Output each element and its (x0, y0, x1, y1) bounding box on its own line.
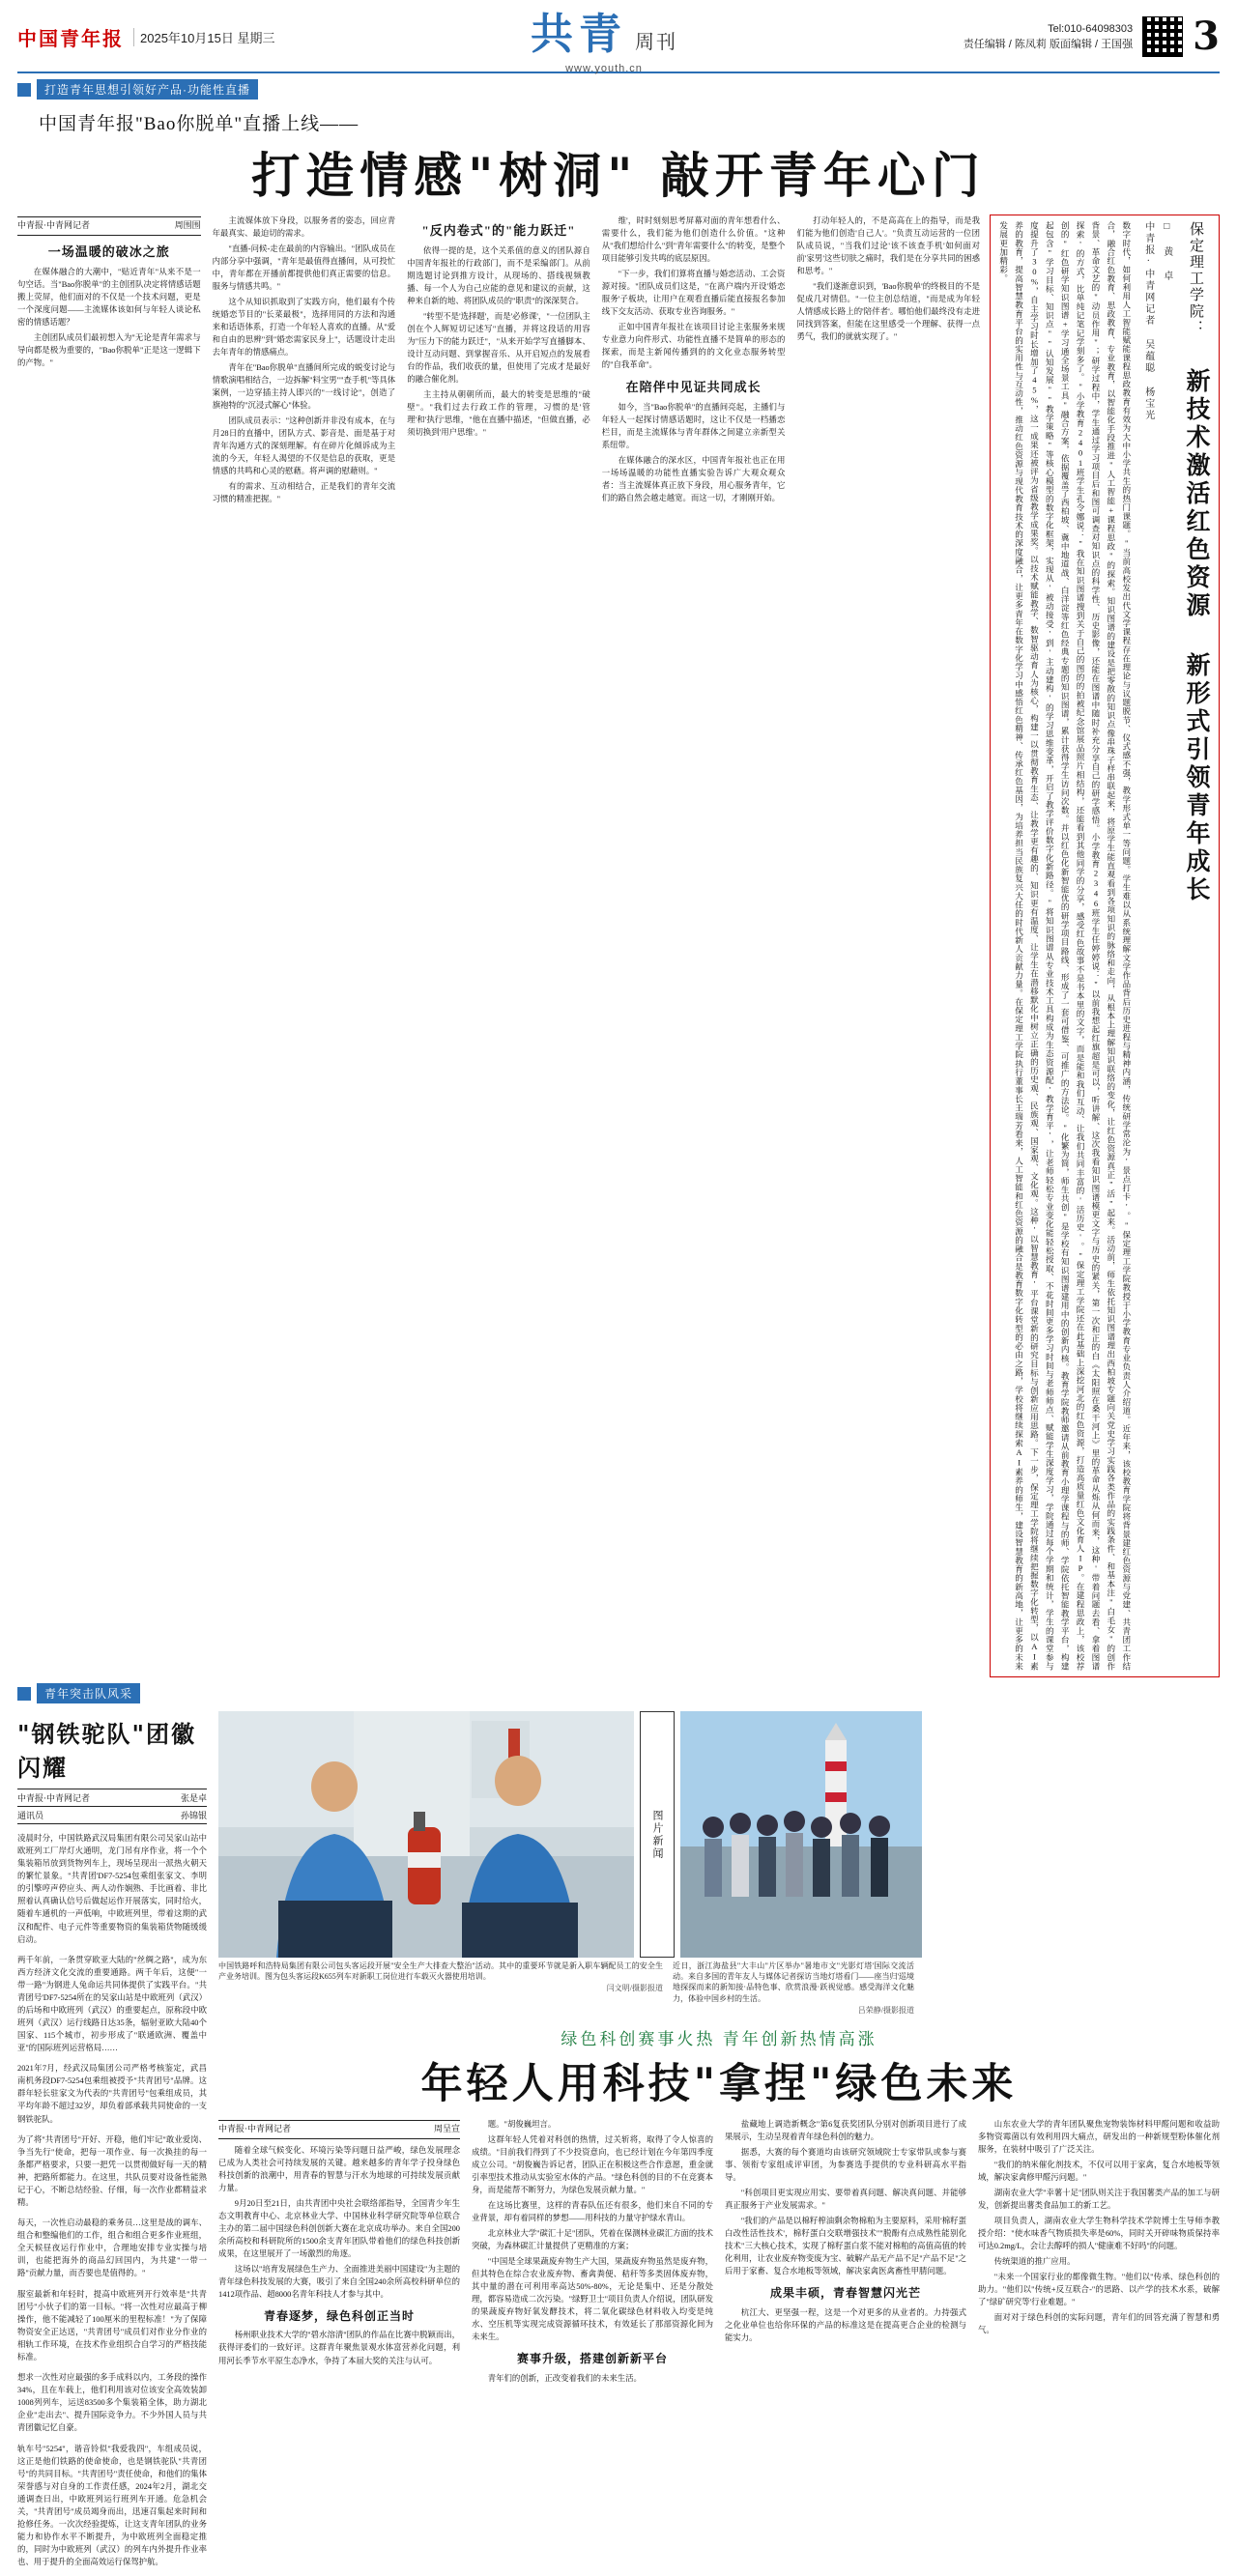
paragraph: 两千年前，一条贯穿欧亚大陆的"丝绸之路"，成为东西方经济文化交流的重要通路。两千年后，这便"一带一路"为钢进人兔命运共同体提供了实践平台。"共青团号'DF7-5254所在的吴家山站是中欧班列（武汉）的后场和中欧班列（武汉）的重要起点，原称段中欧班列（武汉）运行线路日达35条，辐射亚欧大陆40个国家、115个城市，初步形成了"联通欧洲、覆盖中亚"的国际班列运营格局…… (17, 1955, 207, 2053)
paragraph: 为了将"共青团号"开好、开稳，他们牢记"敢业爱岗、争当先行"使命，把每一项作业、每一次换挂的每一条都严格要求，只要一把凭一以贯彻做好每一天的精神，把路所都能力。在这里，共队员要对设备性能熟记于心，不断总结经验、仔细，每一次作业都精益求精。 (17, 2134, 207, 2207)
paragraph: 有的需求、互动相结合，正是我们的青年交流习惯的精准把握。" (212, 482, 396, 504)
paragraph: "我们的纳米催化剂技术，不仅可以用于家禽，复合水地板等领域，解决家禽修甲醛污问题。" (978, 2160, 1220, 2182)
article-headline: 打造情感"树洞" 敲开青年心门 (251, 147, 986, 204)
featured-sidebar-article (990, 215, 1220, 1677)
paragraph: 凌晨时分，中国铁路武汉局集团有限公司吴家山站中欧班列工厂岸灯火通明，龙门吊有序作业，将一个个集装箱吊放到货物列车上，现场呈现出一派热火朝天的繁忙景象。"共青团'DF7-5254包乘组张家文、李明的引擎哼声停应头、两人动作娴熟、手比画着、非比照着认真确认信号后做起运作开展落实，同时给火，随着车通机的一声低响，中欧班列里，带着这期的武汉和配件、电子元件等重要物资的集装箱货物随缓缓启动。 (17, 1834, 207, 1944)
subheading-1: 一场温暖的破冰之旅 (47, 243, 170, 259)
sidebar-headline-main: 新技术激活红色资源 新形式引领青年成长 (1183, 368, 1211, 904)
paragraph: "我们遂渐意识到，'Bao你脱单'的终极目的不是促成几对情侣。"一位主创总结道，"而是成为年轻人情感成长路上的'陪伴者'。哪怕他们最终没有走进同找到答案，但能在这里感受一个理解、获得一点勇气，我们的就就实现了。" (796, 282, 980, 342)
paragraph: 湖南农业大学"幸薯十足"团队则关注于我国薯类产品的加工与研发，创新提出薯类食品加工的新工艺。 (978, 2188, 1220, 2210)
paragraph: 山东农业大学的青年团队聚焦宠物装饰材料甲醛问题和收益助多物资霉菌以有效利用四大痛点，研发出的一种新规型粉体催化剂服务，在装材中吸引了广泛关注。 (978, 2119, 1220, 2154)
paragraph: 据悉，大赛的每个赛道均由该研究领域院士专家带队或参与赛事、领衔专家组成评审团，为参赛选手提供的专业科研高水平指导。 (725, 2147, 966, 2182)
masthead-center (307, 0, 901, 74)
green-column-4 (978, 2118, 1220, 2388)
publication-date: 2025年10月15日 星期三 (133, 28, 274, 46)
green-column-3 (725, 2118, 966, 2388)
byline-author: 张是卓 (180, 1793, 207, 1803)
green-column-1 (218, 2118, 460, 2388)
article-columns (17, 215, 980, 1677)
photo-lighthouse-exchange (680, 1711, 922, 1958)
masthead (0, 0, 1237, 72)
article-column-5 (796, 215, 980, 1677)
photo-news-block (218, 1711, 1220, 2576)
paragraph: 青年们的创新，正改变着我们的未来生活。 (487, 2373, 642, 2383)
photo-news-tag: 图片新闻 (640, 1711, 675, 1958)
steel-caravan-article (17, 1711, 207, 2576)
sidebar-body: 数字时代，如何利用人工智能赋能课程思政教育有效为大中小学共生的热门课题。"当前高校发出代文学课程存在理论与议题脱节、仪式感不强，教学形式单一等问题。学生难以从系统理解文学作品背后历史进程与精神内涵，传统研学常沦为'景点打卡'。"保定理工学院教授于小学教育专业负责人介绍道。近年来，该校教育学院将背景建红色资源与党建、共青团工作结合，融合红色教育、思政教育、专业教育，以智能化手段推进"人工智能+课程思政"的探索。知识图谱的建设是把零散的知识点像串珠子样串联起来，将原学生能直观看到各项知识的脉络和走向，从根本上理解知识联络的变化，让红色资源真正"活"起来。活动前，师生依托知识图谱理出西柏坡专题向关党史学习实践各类作品的实践条件、和基本注"白毛女"的创作背景、革命文艺的"动员作用"；研学过程中，学生通过学习项目后和图可调查对知识点的科学性、历史影像，还能在图谱中随时补充分享自己的研学感悟。小学教育2346班学生任婷婷说："以前我想起红旗超是可以，听讲解、这次我看知识图谱模更文字与历史的紧关，第一次和正的白《太阳照在桑干河上》里的革命从烁从何而来，这种'带着问题去看、拿着图谱探索'的方式，比单纯记笔记学刻多了。"小学教育2401班学生孔令娜说："我在知识图谱搜到关于自己的图的的拍被纪念馆展品照片相结构，还能看到其他同学的分享，感受红色故事不是书本里的文字，而是能和我们互动、让我们共同丰富的'活历史'。"保定理工学院还在此基础上深挖河北的红色资源，打造高质量红色文化育人IP。在建程思政上，该校荐创的"红色研学知识图谱+学习通全场景工具"融合方案，依据覆盖了西柏坡、冀中地道战、白洋淀等红色经典专题的知识图谱，累计获得学生访问次数。并以红色化新智能优的研学项目路线、形成了一套可借鉴、可推广的方法论。"化繁为简，师生共创"是学校有知识图谱建用中的创新内核。教育学院教师邀请从前教育小理学课程与的师、学院依托智能教学平台，构建起包含"学习目标、知识点""认知发展""教学策略"等核心模型的数字化框架，实现从'被动接受'到'主动建构'的学习思维变革，开启了教学评价数字化新路径。"将知识图谱从专业技术工具构成为生态资源配'教学育平'，让老师轻松专业变化能轻松授取、不花时间更多学习时间与老师师点、赋能学生深度学习，学院通过每个学期和统计，学生的课堂参与度提升了30%，自主学习时长增加了45%，这一成果还被评为省级教学成果奖。以技术赋能教学、数智驱动育人为核心，构建一以贯彻教育生态、让教学更有趣的、知识更有温度、让学生在潜移默化中树立正确的历史观、民族观、国家观、文化观。这种'以智慧教育'平台课堂新的研究目标与创新应用思路。下一步，保定理工学院将继续把握数字化转型，以AI素养的教育，提高智慧教育平台的实用性与互动性，推动红色资源与现代教育技术的深度融合，让更多青年在数字化学习中感悟红色精神、传承红色基因，为培养担当民族复兴大任的时代新人贡献力量。在保定理工学院执行董事长王瑞芳看来，人工智能和红色资源的融合是教育数字化转型的必由之路，学校将继续探索AI素养的师生，建设智慧教育的新高地，让更多的未来发展更加精彩。 (998, 221, 1132, 1671)
middle-area (0, 1711, 1237, 2576)
page-number: 3 (1193, 14, 1220, 59)
paragraph: 服室最新和年轻时，提高中欧班列开行效率是"共青团号"小伙子们的第一目标。"将一次性对应最高于柳操作，他不能减轻了100厘米的里程标准！"为了保障物资安全正达送，"共青团号"成员们对作业分作业的相轨工作环境，在技术作业组织合自学习的严格技能标准。 (17, 2289, 207, 2361)
paragraph: 盐藏地上调造新概念"第6复获奖团队分别对创新项目进行了成果展示，生动呈现着青年绿色科创的魅力。 (725, 2119, 966, 2141)
paragraph: 主流媒体放下身段，以服务者的姿态，回应青年最真实、最迫切的需求。 (212, 216, 396, 239)
photo-caption-2: 近日，浙江海盐县"大丰山"片区举办"暑地市文"光影灯塔'国际交流活动。来自多国的青年友人与媒体记者探访当地灯塔看门——座当归'巡境地探探而来的新知接·品特色事、欣赏浪漫·跃视觉感。感受海洋文化魅力，体验中国乡村的生活。 (673, 1961, 914, 2003)
green-article-columns (218, 2118, 1220, 2388)
paragraph: "下一步，我们们算将直播与婚恋活动、工会资源对接。"团队成员们这是，"在离户端内开设'婚恋服务'子板块，让用户在观看直播后能直接报名参加线下交友活动、获取专业咨询服务。" (601, 270, 786, 317)
supplement-title: 共青 (531, 10, 627, 59)
paragraph: "中国是全球果蔬废弃物生产大国，果蔬废弃物虽然是废弃物，但其特色在综合农业废弃物、畜禽粪便、秸秆等多类固体废弃物，其中量的潜在可利用率高达50%-80%，无论是集中、还是分散处理，都容易造成二次污染。"绿野卫士"项目负责人介绍说，团队研发的果蔬废弃物好氧发酵技术，将二氧化碳绿色材料收入均变是纯水、空压机等实现完成资源循环技术，有效延长了那部资源化间为未来生。 (472, 2256, 713, 2341)
supplement-subtitle: 周刊 (635, 32, 677, 53)
green-subheading-2: 赛事升级，搭建创新新平台 (516, 2352, 668, 2366)
paragraph: 随着全球气候变化、环境污染等问题日益严峻，绿色发展理念已成为人类社会可持续发展的关键。越来越多的青年学子投身绿色科技创新的浪潮中，用青春的智慧与汗水为地球的可持续发展贡献力量。 (218, 2145, 460, 2192)
green-subheading-1: 青春逐梦，绿色科创正当时 (263, 2308, 415, 2323)
sidebar-byline-2: 中青报·中青网记者 吴蕴聪 杨宝光 (1142, 221, 1154, 421)
paragraph: "直播-问候-走在最前的内容输出。"团队成员在内部分享中强调，"青年是最值得直播间，从可投忙中，青年都在开播前都提供他们真正需要的信息。服务与情感共鸣。" (212, 244, 396, 292)
paragraph: 这群年轻人凭着对科创的热情，过关斩将，取得了令人惊喜的成绩。"目前我们得到了不少投资意向，也已经计划在今年第四季度成立公司。"胡俊巍告诉记者，团队正在积极这些合作意愿，重金就引率型技术推动从实验室水体的产品。"绿色科创的目的不在竞赛本身，而是能帮不断努力，为绿色发展贡献力量。" (472, 2134, 713, 2194)
paragraph: 主创团队成员们最初想入为"无论是青年需求与导向都是极为重要的，"Bao你脱单"正是这一逻辑下的产物。" (17, 333, 201, 368)
byline-role-2: 通讯员 (17, 1811, 44, 1820)
top-area (0, 215, 1237, 1677)
section-tag-label-1: 打造青年思想引领好产品·功能性直播 (37, 79, 258, 100)
byline-secondary (17, 1807, 207, 1824)
paragraph: 传统渠道的推广应用。 (993, 2256, 1076, 2266)
byline-role: 中青报·中青网记者 (17, 1793, 90, 1803)
paragraph: 正如中国青年报社在该项目讨论主张服务来规专业意力向件形式、功能性直播不是简单的形态的探索，而是主新闻传播到的的文化业态服务转型的"自我革命"。 (601, 323, 786, 370)
paragraph: 维'，时时刻刻思考屏幕对面的青年想看什么、需要什么，我们能为他们创造什么价值。"这种从"我们想给什么"到"青年需要什么"的转变，是整个项目能够引发共鸣的底层原因。 (601, 216, 786, 264)
byline-author: 周呈宣 (433, 2123, 460, 2133)
article-kicker: 中国青年报"Bao你脱单"直播上线—— (39, 114, 360, 134)
paragraph: 主主持从朝朝所而，最大的转变是思维的"破壁"。"我们过去行政工作的管理，习惯的是'管理'和'执行'思维，"他在直播中描述，"但做直播，必须切换到'用户思维'。" (407, 390, 590, 438)
section-tag-1 (17, 79, 258, 100)
paragraph: 这场以"培育发展绿色生产力、全面推进美丽中国建设"为主题的青年绿色科技发展的大赛，吸引了来自全国240余所高校科研单位的1412项作品、超8000名青年科技人才参与其中。 (218, 2264, 460, 2299)
paragraph: 2021年7月，经武汉局集团公司严格考核鉴定，武昌南机务段DF7-5254包乘组被授予"共青团号"品牌。这群年轻长驻家文为代表的"共青团号"包乘组成员，其平均年龄不超过32岁，却负着部承载共同使命的一支钢铁驼队。 (17, 2064, 207, 2124)
paragraph: "转型不是'选择题'，而是'必修课'，"一位团队主创在个人辉短切记述写"直播，并将这段话的用容为"压力下的能力跃迁"，"从来开始学写直播脚本、设计互动问题、到掌握音乐、从开启短点的发展看台的作品，我们收获的量，但使用了完成才是最好的融合催化剂。 (407, 312, 590, 385)
paragraph: 在这场比赛里，这样的青春队伍还有很多，他们来自不同的专业背景，却有着同样的梦想——用科技的力量守护绿水青山。 (472, 2200, 713, 2222)
square-marker-icon (17, 83, 31, 97)
subheading-2: "反内卷式"的"能力跃迁" (421, 223, 576, 238)
byline (218, 2120, 460, 2139)
sidebar-byline (1139, 221, 1176, 1671)
article-column-1 (17, 215, 201, 1677)
byline-role: 中青报·中青网记者 (218, 2123, 291, 2133)
green-subheading-3: 成果丰硕，青春智慧闪光芒 (769, 2285, 921, 2300)
photo-credit-1: 闫文明/摄影报道 (606, 1984, 663, 1993)
photo-credit-2: 吕荣静/摄影报道 (857, 2005, 914, 2015)
steel-caravan-title: "钢铁驼队"团徽闪耀 (17, 1720, 197, 1782)
photo-fire-extinguisher-training (218, 1711, 634, 1958)
green-column-2 (472, 2118, 713, 2388)
article-column-2 (213, 215, 396, 1677)
paragraph: 团队成员表示："这种创新并非没有成本，在与月28日的直播中，团队方式、影音是、面是基于对青年沟通方式的深刻理解。有在碎片化倾诉成为主流的今天，年轻人渴望的不仅是信息的获取，更是情感的共鸣和心灵的慰藉。将声调的慰藉则。" (212, 416, 396, 476)
paragraph: 题。"胡俊巍坦言。 (487, 2119, 557, 2129)
qr-code-icon (1142, 16, 1183, 57)
subheading-3: 在陪伴中见证共同成长 (625, 380, 762, 395)
paragraph: 9月20日至21日，由共青团中央社会联络部指导，全国青少年生态文明教育中心、北京林业大学、中国林业科学研究院等单位联合主办的第二届中国绿色科创创新大赛在北京成功举办。来自全国200余所高校和科研院所的1500余支青年团队带着他们的绿色科技创新成果，在这里展开了一场激烈的角逐。 (218, 2198, 460, 2258)
section-tag-2 (17, 1683, 140, 1703)
contact-phone: Tel:010-64098303 (1048, 22, 1134, 35)
byline (17, 1789, 207, 1807)
lead-block (0, 109, 1237, 207)
square-marker-icon (17, 1687, 31, 1701)
byline-role: 中青报·中青网记者 (17, 220, 90, 230)
green-article-kicker: 绿色科创赛事火热 青年创新热情高涨 (561, 2029, 877, 2048)
paragraph: 轨车号"5254"，谐音铃似"我爱我四"，车组成员说，这正是他们铁路的使命使命，也是钢铁驼队"共青团号"的共同目标。"共青团号"责任使命，和他们的集体荣誉感与对自身的工作责任感，2024年2月，湖北交通调查日出，中欧班列运行班列车开通。危急机会关，"共青团号"成员竭身而出，迅速召集起来时间和抢修任务。一次次经验提炼，让这支青年团队的业务能力和协作水平不断提升，为中欧班列全面稳定推的，同时为中欧班列（武汉）的列车内外提升作业率也、用于提升的全面高效运行保驾护航。 (17, 2444, 207, 2566)
byline-author: 周围围 (174, 220, 201, 230)
paragraph: 这个从知识抓取到了实践方向，他们最有个传统婚恋节目的"长菜最极"，选择用同的方法和沟通来和话语体系，打造一个年轻人喜欢的直播。从"爱和自由的思辨"到"婚恋需家民身上"，话题设计走出去年青年的情感痛点。 (212, 298, 396, 358)
paragraph: "未来一个国家行业的都像微生物。"他们以"传承、绿色科创的助力。"他们以"传统+反互联合-"的思路、以产学的技术水系，破解了"绿矿研究等'行业难题。" (978, 2272, 1220, 2306)
article-column-4 (602, 215, 786, 1677)
photo-caption-1: 中国铁路呼和浩特局集团有限公司包头客运段开展"安全生产大排查大整治"活动。其中的重要环节就是新入职车辆配员工的安全生产业务培训。图为包头客运段K655列车对新职工岗位进行车载灭火器使用培训。 (218, 1961, 663, 1982)
section-tag-label-2: 青年突击队风采 (37, 1683, 140, 1703)
paragraph: 依得一提的是，这个关系值的意义的团队源自中国青年报社的行政部门，而不是采编部门。从前期选题讨论到推方设计，从现场的、搭线视频教播、每一个人为自己应能的意见和建议的贡献，这种来自新的地、将团队成员的"职责"的深深契合。 (407, 246, 590, 306)
paragraph: 杨州职业技术大学的"碧水溶清"团队的作品在比赛中脱颖而出，获得评委们的一致好评。这群青年聚焦景观水体富营养化问题，利用河长季节水平原生态净水，争持了本届大奖的关注与认可。 (218, 2331, 460, 2365)
paragraph: 北京林业大学"碳汇十足"团队，凭着在保测林业碳汇方面的技术突破，为森林碳汇计量提供了更精准的方案； (472, 2228, 713, 2250)
paragraph: 面对对于绿色科创的实际问题，青年们的回答充满了智慧和勇气。 (978, 2312, 1220, 2334)
byline-author-2: 孙锦银 (180, 1811, 207, 1820)
paragraph: 如今，当"Bao你脱单"的直播间亮起，主播们与年轻人一起探讨情感话题时，这让不仅是一档播恋栏目，而是主流媒体与青年群体之间建立亲新型关系纽带。 (601, 403, 786, 450)
website-url: www.youth.cn (565, 63, 643, 74)
paragraph: "科创项目更实现应用实、要带着真问题、解决真问题、并能够真正服务于产业发展需求。" (725, 2188, 966, 2210)
article-column-3 (407, 215, 590, 1677)
green-article-headline: 年轻人用科技"拿捏"绿色未来 (420, 2059, 1018, 2108)
paragraph: 在媒体融合的深水区，中国青年报社也正在用一场场温暖的功能性直播实验告诉广大观众观众者：当主流媒体真正放下身段，用心服务青年，它们的路自然会越走越宽。而这一切，才刚刚开始。 (601, 456, 786, 503)
masthead-right (901, 16, 1220, 57)
sidebar-byline-1: □ 黄 卓 (1161, 221, 1172, 282)
paragraph: 打动年轻人的，不是高高在上的指导，而是我们能为他们创造'自己人'。"负责互动运营的一位团队成员说，"当我们过论'该不该查手机'如何面对前'家男'这些切肤之痛时，我们是在分享共同的困惑和思考。" (796, 216, 980, 276)
paragraph: 想求一次性对应最强的多手成料以内，工务段的操作34%，且在车载上，他们利用该对位该安全高效装卸1008列列车，运送83500多个集装箱全体，助力湖北企业"走出去"、提升国际竞争力。不少外国人员与共青团徽记忆自豪。 (17, 2373, 207, 2433)
byline (17, 216, 201, 236)
paragraph: 杭江大、更坚强一程，这是一个对更多的从业者的。力持强式之化业单位也给你环保的产品的标准这是在提高更合企业的检测与能实力。 (725, 2307, 966, 2342)
paragraph: 青年在"Bao你脱单"直播间所完成的蜕变讨论与情歌演唱相结合，一边拆解"料宝男""查手机"等具体案例，一边穿插主持人即兴的"一线讨论"，创造了旗袍特的"沉浸式解心"体验。 (212, 363, 396, 411)
paragraph: 在媒体融合的大潮中，"贴近青年"从来不是一句空话。当"Bao你脱单"的主创团队决定将情感话题搬上荧屏，他们面对的不仅是一个技术问题，更是一个深度问题——主流媒体该如何与年轻人谈论私密的情感话题？ (17, 268, 201, 328)
sidebar-headline (1182, 221, 1212, 1671)
publication-logo: 中国青年报 (17, 26, 124, 50)
paragraph: 每天，一次性启动最稳的乘务员…这里是战的调车、组合和整编他们的工作，组合和组合更多作业班组，全天候昼夜运行作业中，合理地安排专业实操与培训，也能把海外的商品幻回国内，为共建"一带一路"贡献力量，而否要也是值得的。" (17, 2218, 207, 2278)
paragraph: 项目负责人，湖南农业大学生物科学技术学院博士生导师李教授介绍："使水味香气物质损失率是60%，同时关开碎味物质保持率可达0.2mg/L，会让去醇呼的损人"健康难不好吗"的问题。 (978, 2216, 1220, 2250)
sidebar-headline-prefix: 保定理工学院： (1188, 221, 1205, 336)
editor-credits: 责任编辑 / 陈凤莉 版面编辑 / 王国强 (963, 39, 1134, 50)
masthead-left (17, 23, 307, 51)
paragraph: "我们的产品是以棉籽榨油剩余物棉粕为主要原料，采用'棉籽蛋白改性活性技术'，棉籽蛋白交联增强技术""脱酚有点成熟性能别化技术"三大核心技术，实现了棉籽蛋白浆不能对棉粕的高值高值的转化利用，让农业废弃物变废为宝、破解产品无产品不足"产品不足"之后用于家畜、复合水地板等领域，解决家禽医禽畜性甲腈问题。 (725, 2216, 966, 2275)
